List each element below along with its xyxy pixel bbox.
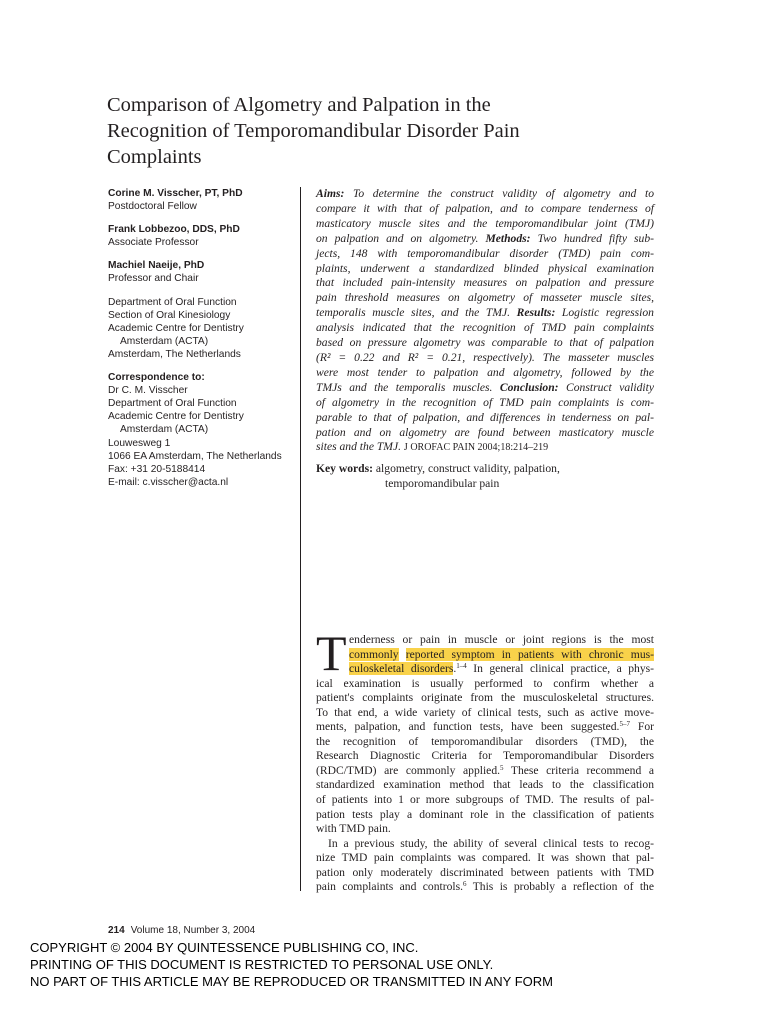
correspondence-line: Amsterdam (ACTA) [120,424,209,436]
body-text-run: pain complaints and controls. [316,880,464,894]
abstract-text: sites and the TMJ. [316,440,402,454]
author-role: Postdoctoral Fellow [108,201,197,213]
copyright-notice [30,939,553,990]
copyright-line: NO PART OF THIS ARTICLE MAY BE REPRODUCED OR TRANSMITTED IN ANY FORM [30,974,553,989]
journal-citation: J OROFAC PAIN 2004;18:214–219 [403,442,549,454]
correspondence-line: Louwesweg 1 [108,437,171,449]
correspondence-line: 1066 EA Amsterdam, The Netherlands [108,450,282,462]
abstract [316,187,654,456]
body-line: pation only moderately discriminated between patients with TMD [316,865,654,879]
body-line: the recognition of temporomandibular disorders (TMD), the [316,734,654,748]
body-line: pation tests play a dominant role in the classification of patients [316,807,654,821]
correspondence-line: Dr C. M. Visscher [108,385,188,397]
abstract-aims-label: Aims: [316,187,345,200]
body-line [316,648,654,663]
reference-superscript: 5 [500,763,504,772]
correspondence-fax: Fax: +31 20-5188414 [108,463,206,475]
body-text-run: This is probably a reflection of the [466,880,654,894]
body-text-run: (RDC/TMD) are commonly applied. [316,763,501,777]
body-line: with TMD pain. [316,822,391,836]
body-text-run: ments, palpation, and function tests, have been suggested. [316,720,620,734]
correspondence-block [108,371,288,489]
abstract-line: pain threshold measures on algometry of masseter muscle sites, [316,291,654,305]
body-line: In a previous study, the ability of several clinical tests to recog- [328,836,654,850]
abstract-line [316,232,654,247]
body-line: Research Diagnostic Criteria for Temporomandibular Disorders [316,749,654,763]
author-name: Machiel Naeije, PhD [108,260,205,272]
abstract-line [316,381,654,396]
drop-cap: T [316,625,347,681]
author-name: Frank Lobbezoo, DDS, PhD [108,224,240,236]
abstract-methods-label: Methods: [485,231,531,245]
correspondence-heading: Correspondence to: [108,372,205,384]
abstract-line: jects, 148 with temporomandibular disorder (TMD) pain com- [316,246,654,260]
body-line [316,720,654,735]
author-name: Corine M. Visscher, PT, PhD [108,188,243,199]
keywords-text: algometry, construct validity, palpation, [375,462,560,475]
keywords [316,461,656,491]
abstract-line: plaints, underwent a standardized blinded physical examination [316,261,654,275]
body-text-run: In general clinical practice, a phys- [466,662,654,676]
abstract-line: (R² = 0.22 and R² = 0.21, respectively). The masseter muscles [316,350,654,364]
reference-superscript: 6 [463,880,467,889]
author-block [108,223,288,249]
author-sidebar [108,187,288,499]
body-line [316,764,654,779]
body-line: enderness or pain in muscle or joint regions is the most [349,633,654,646]
article-title [107,92,667,170]
affiliation-line: Amsterdam, The Netherlands [108,348,241,360]
abstract-line: were most tender to palpation and algometry, followed by the [316,365,654,379]
copyright-line: COPYRIGHT © 2004 BY QUINTESSENCE PUBLISHING CO, INC. [30,940,419,955]
correspondence-email: E-mail: c.visscher@acta.nl [108,476,229,488]
reference-superscript: 5–7 [619,720,630,729]
page-footer [108,925,255,936]
affiliation-line: Amsterdam (ACTA) [120,335,209,347]
text-highlight: culoskeletal disorders [349,662,454,676]
abstract-line: that included pain-intensity measures on palpation and pressure [316,276,654,290]
abstract-line: pation and on algometry are found between masticatory muscle [316,425,654,439]
abstract-text: temporalis muscle sites, and the TMJ. [316,306,511,320]
abstract-line [316,306,654,321]
text-highlight: commonly [349,647,399,661]
abstract-line: based on pressure algometry was comparable to that of palpation [316,336,654,350]
body-line: To that end, a wide variety of clinical tests, such as active move- [316,705,654,719]
keywords-label: Key words: [316,462,373,475]
body-line: patient's complaints originate from the musculoskeletal structures. [316,691,654,705]
body-line: nize TMD pain complaints was compared. It was shown that pal- [316,851,654,865]
body-line: of patients into 1 or more subgroups of TMD. The results of pal- [316,793,654,807]
keywords-line [316,461,656,476]
affiliation-line: Section of Oral Kinesiology [108,309,231,321]
abstract-line: parable to that of palpation, and differences in tenderness on pal- [316,410,654,424]
abstract-text: To determine the construct validity of algometry and to [352,187,654,200]
abstract-text: Construct validity [566,380,655,394]
page-number: 214 [108,925,125,936]
copyright-line: PRINTING OF THIS DOCUMENT IS RESTRICTED TO PERSONAL USE ONLY. [30,957,494,972]
author-role: Associate Professor [108,237,199,249]
body-text-run: These criteria recommend a [503,763,654,777]
title-line: Comparison of Algometry and Palpation in the [107,94,491,116]
text-highlight: reported symptom in patients with chronic mus- [405,647,654,661]
body-text [316,633,654,895]
title-line: Recognition of Temporomandibular Disorder Pain [107,120,520,142]
abstract-line [316,440,654,456]
reference-superscript: 1–4 [456,662,467,671]
body-line: culoskeletal disorders.$^{1-4}$ In general clinical practice, a phys- [349,662,654,676]
abstract-conclusion-label: Conclusion: [499,380,559,394]
body-line [316,880,654,895]
abstract-text: on palpation and on algometry. [316,231,479,245]
abstract-line: of algometry in the recognition of TMD pain complaints is com- [316,395,654,409]
affiliation-line: Department of Oral Function [108,296,237,308]
abstract-text: Logistic regression [561,306,654,320]
abstract-line: analysis indicated that the recognition of TMD pain complaints [316,321,654,335]
issue-info: Volume 18, Number 3, 2004 [130,925,256,936]
author-role: Professor and Chair [108,273,199,285]
abstract-text: Two hundred fifty sub- [537,231,654,245]
abstract-line: compare it with that of palpation, and to compare tenderness of [316,201,654,215]
title-line: Complaints [107,146,202,168]
abstract-line: masticatory muscle sites and the temporomandibular joint (TMJ) [316,216,654,230]
correspondence-line: Academic Centre for Dentistry [108,411,244,423]
abstract-line [316,187,654,202]
column-divider [300,187,301,891]
abstract-results-label: Results: [516,306,556,320]
correspondence-line: Department of Oral Function [108,398,237,410]
affiliation-block [108,296,288,361]
keywords-line: temporomandibular pain [385,477,500,490]
author-block [108,259,288,285]
body-text-run: For [629,720,654,734]
body-line: ical examination is usually performed to confirm whether a [316,676,654,690]
author-block [108,187,288,213]
affiliation-line: Academic Centre for Dentistry [108,322,244,334]
abstract-text: TMJs and the temporalis muscles. [316,380,493,394]
body-line: standardized examination method that leads to the classification [316,778,654,792]
